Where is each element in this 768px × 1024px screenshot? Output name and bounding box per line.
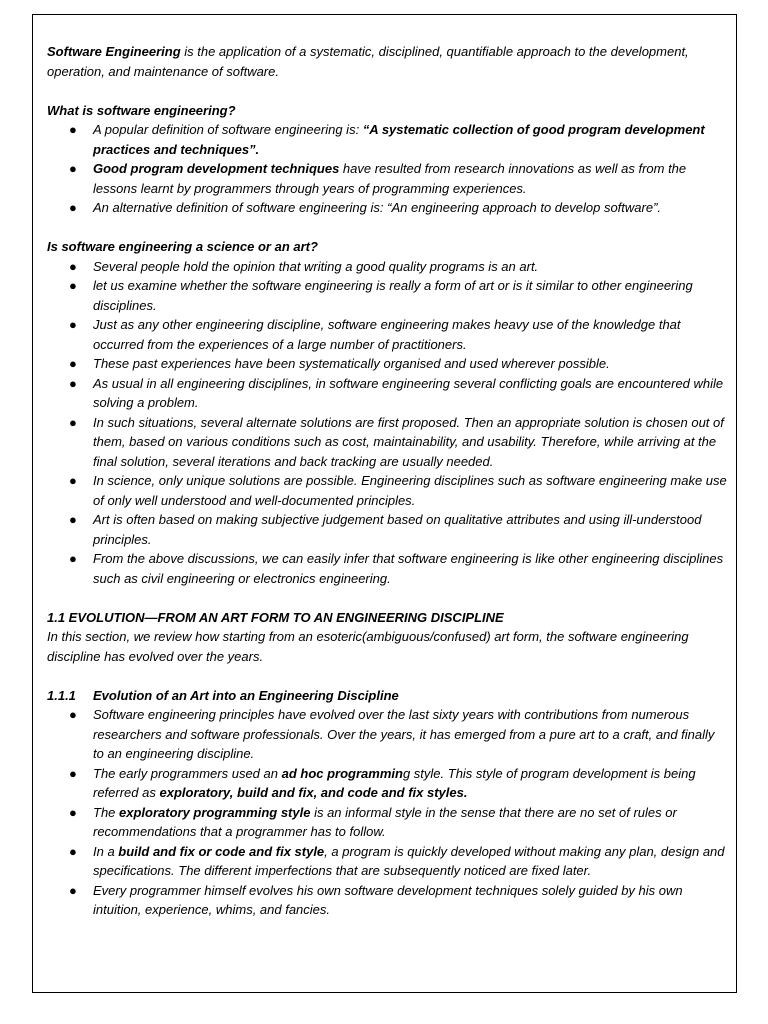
section-heading-what-is: What is software engineering?: [47, 102, 236, 118]
bullet-icon: ●: [69, 375, 77, 391]
document-body: [47, 42, 727, 920]
bullet-icon: ●: [69, 122, 77, 137]
list-item: ● In such situations, several alternate solutions are first proposed. Then an appropriate solution is chosen out of them, based on various conditions such as cost, maintainability, and usability. Therefore, while arriving at the final solution, several iterations and back tracking are usually needed.: [69, 414, 724, 469]
bullet-icon: ●: [69, 804, 77, 820]
list-item: ● Every programmer himself evolves his own software development techniques solely guided by his own intuition, experience, whims, and fancies.: [69, 882, 683, 917]
bullet-icon: ●: [69, 317, 77, 332]
list-item: ● Several people hold the opinion that writing a good quality programs is an art.: [47, 257, 727, 277]
bullet-icon: ●: [69, 707, 77, 722]
bullet-icon: ●: [69, 551, 77, 566]
bullet-list-evolution: [47, 705, 727, 920]
subsection-number: 1.1.1: [47, 687, 76, 703]
subsection-heading: [47, 686, 727, 706]
list-item: ● Art is often based on making subjective judgement based on qualitative attributes and using ill-understood principles.: [69, 512, 702, 547]
list-item: ● Just as any other engineering discipline, software engineering makes heavy use of the knowledge that occurred from the experiences of a large number of practitioners.: [69, 317, 681, 352]
subsection-title: Evolution of an Art into an Engineering Discipline: [93, 687, 399, 703]
section-heading-science-or-art: Is software engineering a science or an art?: [47, 239, 318, 254]
bullet-icon: ●: [69, 473, 77, 488]
bullet-icon: ●: [69, 356, 77, 371]
bullet-icon: ●: [69, 765, 77, 781]
list-item: ● The exploratory programming style is an informal style in the sense that there are no set of rules or recommendations that a programmer has to follow.: [69, 804, 677, 839]
bullet-list-science-or-art: [47, 257, 727, 589]
list-item: ● Good program development techniques have resulted from research innovations as well as from the lessons learnt by programmers through years of programming experiences.: [69, 161, 687, 196]
intro-paragraph: [47, 42, 727, 81]
list-item: ● let us examine whether the software engineering is really a form of art or is it similar to other engineering disciplines.: [69, 278, 693, 313]
section-evolution-text: In this section, we review how starting from an esoteric(ambiguous/confused) art form, the software engineering discipline has evolved over the years.: [47, 629, 689, 664]
section-heading-evolution: 1.1 EVOLUTION—FROM AN ART FORM TO AN ENGINEERING DISCIPLINE: [47, 609, 504, 625]
intro-term: Software Engineering: [47, 44, 181, 59]
bullet-list-what-is: [47, 120, 727, 218]
list-item: ● In a build and fix or code and fix style, a program is quickly developed without making any plan, design and specifications. The different imperfections that are subsequently noticed are fixed later.: [69, 843, 725, 878]
list-item: ● These past experiences have been systematically organised and used wherever possible.: [47, 354, 727, 374]
list-item: ● An alternative definition of software engineering is: “An engineering approach to develop software”.: [47, 198, 727, 218]
list-item: ● The early programmers used an ad hoc programming style. This style of program development is being referred as exploratory, build and fix, and code and fix styles.: [69, 765, 696, 800]
bullet-icon: ●: [69, 414, 77, 430]
bullet-icon: ●: [69, 512, 77, 527]
bullet-icon: ●: [69, 200, 77, 215]
bullet-icon: ●: [69, 278, 77, 293]
bullet-icon: ●: [69, 843, 77, 859]
list-item: ● From the above discussions, we can easily infer that software engineering is like other engineering disciplines such as civil engineering or electronics engineering.: [69, 551, 724, 586]
bullet-icon: ●: [69, 882, 77, 898]
list-item: ● A popular definition of software engineering is: “A systematic collection of good program development practices and techniques”.: [69, 122, 705, 157]
bullet-icon: ●: [69, 161, 77, 176]
list-item: ● In science, only unique solutions are possible. Engineering disciplines such as software engineering make use of only well understood and well-documented principles.: [69, 473, 727, 508]
bullet-icon: ●: [69, 258, 77, 274]
intro-text: is the application of a systematic, disciplined, quantifiable approach to the development, operation, and maintenance of software.: [47, 44, 689, 79]
list-item: ● As usual in all engineering disciplines, in software engineering several conflicting goals are encountered while solving a problem.: [69, 375, 724, 410]
list-item: ● Software engineering principles have evolved over the last sixty years with contributions from numerous researchers and software professionals. Over the years, it has emerged from a pure art to a craft, and finally to an engineering discipline.: [69, 707, 715, 761]
